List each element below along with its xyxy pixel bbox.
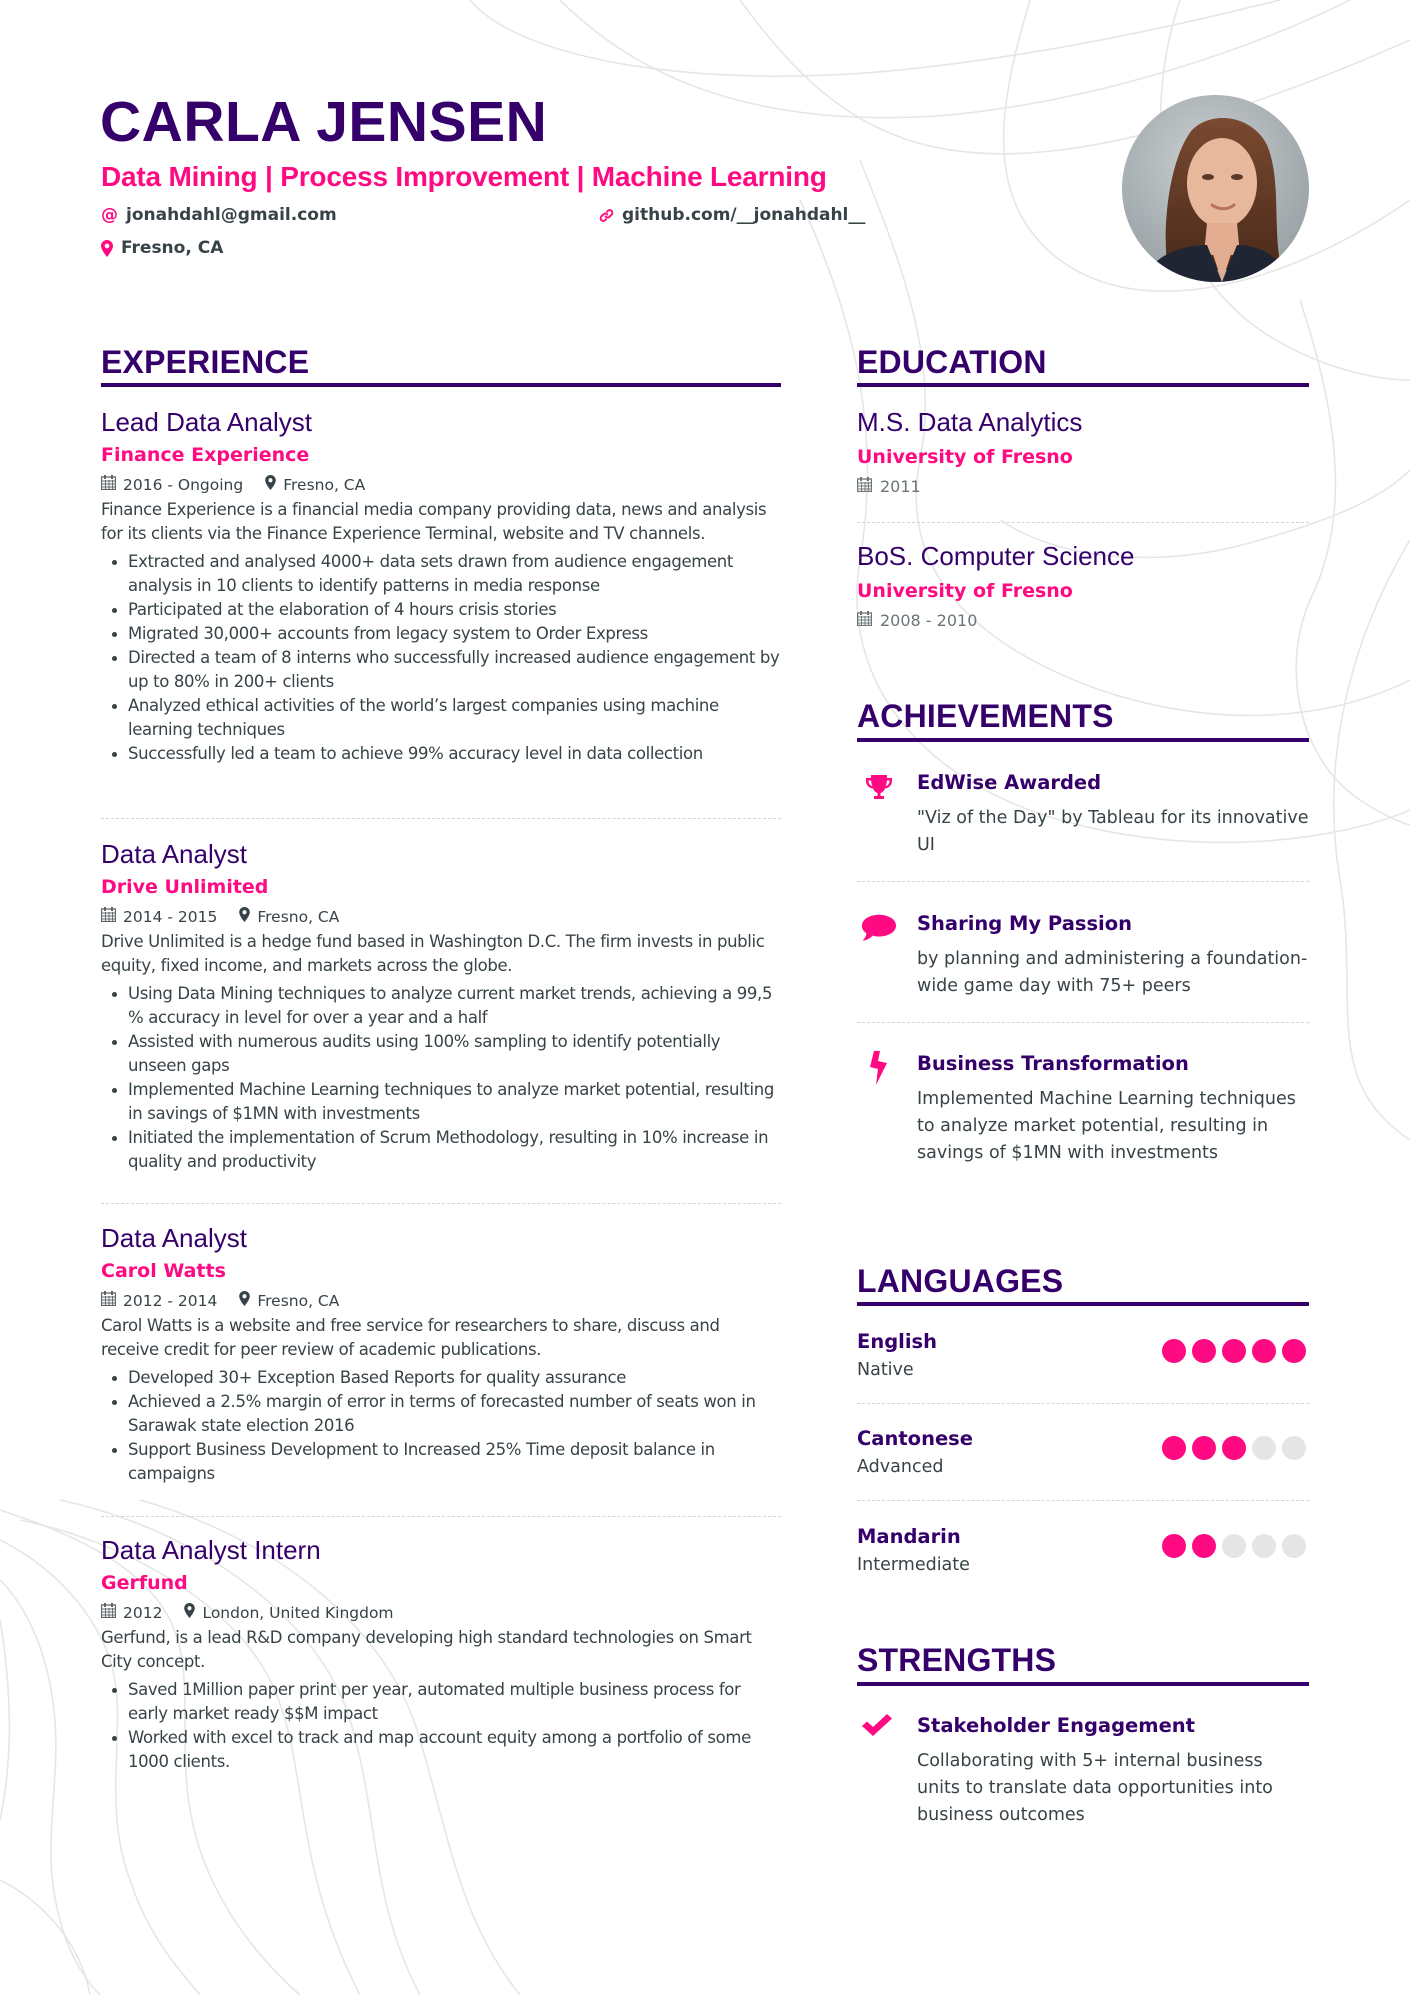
language-level: Intermediate	[857, 1555, 970, 1575]
list-item: Achieved a 2.5% margin of error in terms of forecasted number of seats won in Sarawak state election 2016	[101, 1390, 781, 1438]
achievement-title: EdWise Awarded	[917, 771, 1102, 794]
list-item: Worked with excel to track and map account equity among a portfolio of some 1000 clients.	[101, 1726, 781, 1774]
strengths-heading: STRENGTHS	[857, 1642, 1057, 1678]
divider	[101, 1516, 781, 1517]
list-item: Using Data Mining techniques to analyze current market trends, achieving a 99,5 % accuracy in level for over a year and a half	[101, 982, 781, 1030]
divider	[857, 1500, 1309, 1501]
job-dates: 2014 - 2015	[123, 908, 218, 926]
list-item: Successfully led a team to achieve 99% accuracy level in data collection	[101, 742, 781, 766]
divider	[857, 1403, 1309, 1404]
achievement-item	[857, 910, 1309, 1000]
job-location: Fresno, CA	[257, 908, 340, 926]
rating-dot-empty	[1282, 1534, 1306, 1558]
education-heading: EDUCATION	[857, 344, 1047, 380]
achievement-title: Sharing My Passion	[917, 912, 1133, 935]
github-text: github.com/__jonahdahl__	[622, 205, 866, 225]
divider	[101, 818, 781, 819]
contact-location	[101, 237, 223, 259]
trophy-icon	[861, 769, 897, 805]
education-item	[857, 540, 1309, 632]
calendar-icon	[101, 474, 116, 496]
candidate-name: CARLA JENSEN	[100, 90, 548, 154]
calendar-icon	[857, 476, 872, 498]
list-item: Initiated the implementation of Scrum Methodology, resulting in 10% increase in quality and productivity	[101, 1126, 781, 1174]
company-description: Finance Experience is a financial media company providing data, news and analysis for its clients via the Finance Experience Terminal, website and TV channels.	[101, 500, 767, 543]
experience-item	[101, 1222, 781, 1486]
education-dates: 2008 - 2010	[880, 611, 978, 630]
school: University of Fresno	[857, 446, 1073, 468]
calendar-icon	[101, 1602, 116, 1624]
job-meta	[101, 1602, 781, 1624]
language-item	[857, 1329, 1309, 1389]
map-pin-icon	[265, 474, 276, 496]
divider	[857, 881, 1309, 882]
degree: BoS. Computer Science	[857, 541, 1135, 571]
list-item: Support Business Development to Increased 25% Time deposit balance in campaigns	[101, 1438, 781, 1486]
divider	[857, 522, 1309, 523]
job-location: London, United Kingdom	[202, 1604, 394, 1622]
rating-dot-filled	[1162, 1436, 1186, 1460]
avatar	[1122, 95, 1309, 282]
tagline: Data Mining | Process Improvement | Machine Learning	[101, 161, 827, 192]
achievement-item	[857, 769, 1309, 859]
experience-item	[101, 1534, 781, 1774]
job-location: Fresno, CA	[283, 476, 366, 494]
achievement-title: Business Transformation	[917, 1052, 1189, 1075]
job-meta	[101, 906, 781, 928]
rating-dot-filled	[1192, 1436, 1216, 1460]
job-meta	[101, 1290, 781, 1312]
achievement-list	[101, 1678, 781, 1774]
proficiency-rating	[1162, 1339, 1306, 1363]
list-item: Developed 30+ Exception Based Reports for quality assurance	[101, 1366, 781, 1390]
calendar-icon	[857, 610, 872, 632]
rating-dot-filled	[1162, 1339, 1186, 1363]
checkmark-icon	[859, 1708, 895, 1744]
map-pin-icon	[239, 906, 250, 928]
map-pin-icon	[184, 1602, 195, 1624]
at-icon: @	[101, 205, 118, 225]
job-meta	[101, 474, 781, 496]
languages-heading: LANGUAGES	[857, 1263, 1064, 1299]
strength-item	[857, 1712, 1309, 1829]
job-title: Lead Data Analyst	[101, 407, 313, 437]
job-title: Data Analyst	[101, 839, 247, 869]
achievement-description: Implemented Machine Learning techniques to analyze market potential, resulting in savings of $1MN with investments	[917, 1089, 1296, 1163]
language-item	[857, 1426, 1309, 1486]
proficiency-rating	[1162, 1534, 1306, 1558]
language-item	[857, 1524, 1309, 1584]
experience-rule	[101, 383, 781, 387]
achievements-heading: ACHIEVEMENTS	[857, 698, 1114, 734]
list-item: Saved 1Million paper print per year, automated multiple business process for early market ready $$M impact	[101, 1678, 781, 1726]
achievement-description: by planning and administering a foundation-wide game day with 75+ peers	[917, 949, 1308, 996]
list-item: Directed a team of 8 interns who successfully increased audience engagement by up to 80% in 200+ clients	[101, 646, 781, 694]
rating-dot-filled	[1192, 1339, 1216, 1363]
job-dates: 2016 - Ongoing	[123, 476, 244, 494]
profile-photo	[1122, 95, 1309, 282]
map-pin-icon	[101, 240, 113, 257]
experience-heading: EXPERIENCE	[101, 344, 310, 380]
email-text: jonahdahl@gmail.com	[126, 205, 337, 225]
contact-email[interactable]	[101, 204, 337, 226]
list-item: Extracted and analysed 4000+ data sets drawn from audience engagement analysis in 10 clients to identify patterns in media response	[101, 550, 781, 598]
divider	[857, 1022, 1309, 1023]
strength-title: Stakeholder Engagement	[917, 1714, 1195, 1737]
proficiency-rating	[1162, 1436, 1306, 1460]
achievements-rule	[857, 738, 1309, 742]
list-item: Implemented Machine Learning techniques to analyze market potential, resulting in savings of $1MN with investments	[101, 1078, 781, 1126]
contact-github[interactable]	[599, 204, 865, 226]
strengths-rule	[857, 1682, 1309, 1686]
experience-item	[101, 838, 781, 1174]
company-name: Finance Experience	[101, 444, 310, 466]
achievement-list	[101, 1366, 781, 1486]
strength-description: Collaborating with 5+ internal business units to translate data opportunities into business outcomes	[917, 1751, 1273, 1825]
rating-dot-filled	[1192, 1534, 1216, 1558]
location-text: Fresno, CA	[121, 238, 224, 258]
job-dates: 2012 - 2014	[123, 1292, 218, 1310]
language-level: Native	[857, 1360, 914, 1380]
rating-dot-empty	[1252, 1534, 1276, 1558]
calendar-icon	[101, 1290, 116, 1312]
achievement-item	[857, 1050, 1309, 1167]
list-item: Analyzed ethical activities of the world’s largest companies using machine learning techniques	[101, 694, 781, 742]
rating-dot-filled	[1162, 1534, 1186, 1558]
rating-dot-filled	[1222, 1339, 1246, 1363]
map-pin-icon	[239, 1290, 250, 1312]
job-location: Fresno, CA	[257, 1292, 340, 1310]
company-description: Drive Unlimited is a hedge fund based in Washington D.C. The firm invests in public equity, fixed income, and markets across the globe.	[101, 932, 765, 975]
rating-dot-empty	[1222, 1534, 1246, 1558]
rating-dot-filled	[1252, 1339, 1276, 1363]
job-title: Data Analyst	[101, 1223, 247, 1253]
link-icon	[599, 208, 614, 223]
list-item: Assisted with numerous audits using 100% sampling to identify potentially unseen gaps	[101, 1030, 781, 1078]
languages-rule	[857, 1302, 1309, 1306]
experience-item	[101, 406, 781, 766]
company-description: Carol Watts is a website and free service for researchers to share, discuss and receive credit for peer review of academic publications.	[101, 1316, 720, 1359]
degree: M.S. Data Analytics	[857, 407, 1083, 437]
language-level: Advanced	[857, 1457, 944, 1477]
company-name: Drive Unlimited	[101, 876, 269, 898]
lightning-bolt-icon	[861, 1050, 897, 1086]
speech-bubble-icon	[861, 910, 897, 946]
education-rule	[857, 383, 1309, 387]
achievement-list	[101, 550, 781, 766]
rating-dot-filled	[1222, 1436, 1246, 1460]
language-name: Cantonese	[857, 1427, 974, 1450]
job-dates: 2012	[123, 1604, 163, 1622]
rating-dot-empty	[1282, 1436, 1306, 1460]
rating-dot-empty	[1252, 1436, 1276, 1460]
education-item	[857, 406, 1309, 498]
company-name: Gerfund	[101, 1572, 188, 1594]
education-dates: 2011	[880, 477, 921, 496]
rating-dot-filled	[1282, 1339, 1306, 1363]
company-name: Carol Watts	[101, 1260, 226, 1282]
list-item: Participated at the elaboration of 4 hours crisis stories	[101, 598, 781, 622]
calendar-icon	[101, 906, 116, 928]
divider	[101, 1203, 781, 1204]
job-title: Data Analyst Intern	[101, 1535, 321, 1565]
company-description: Gerfund, is a lead R&D company developing high standard technologies on Smart City concept.	[101, 1628, 752, 1671]
language-name: English	[857, 1330, 938, 1353]
achievement-description: "Viz of the Day" by Tableau for its innovative UI	[917, 808, 1309, 855]
list-item: Migrated 30,000+ accounts from legacy system to Order Express	[101, 622, 781, 646]
achievement-list	[101, 982, 781, 1174]
school: University of Fresno	[857, 580, 1073, 602]
language-name: Mandarin	[857, 1525, 961, 1548]
